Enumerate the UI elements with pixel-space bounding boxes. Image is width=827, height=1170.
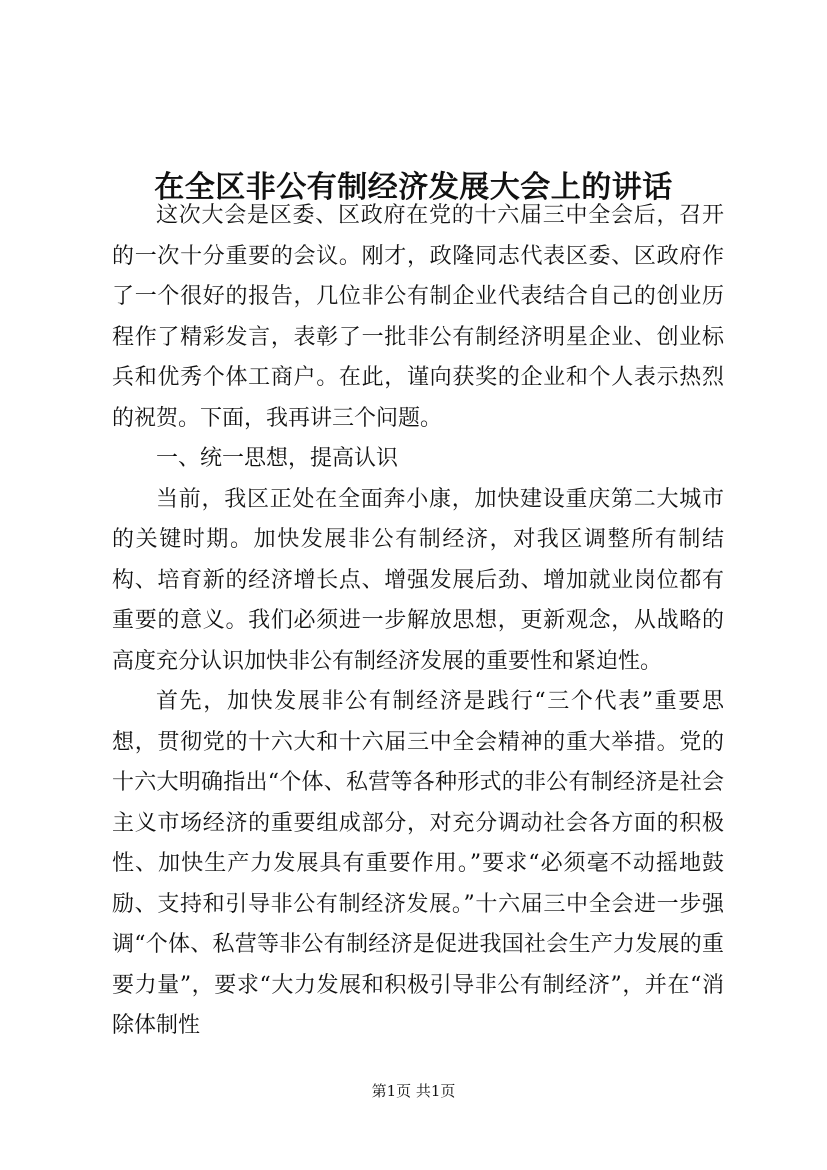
document-body (112, 196, 724, 1047)
page-footer (0, 1081, 827, 1101)
document-title: 在全区非公有制经济发展大会上的讲话 (154, 170, 673, 206)
paragraph-context: 当前，我区正处在全面奔小康，加快建设重庆第二大城市的关键时期。加快发展非公有制经济，对我区调整所有制结构、培育新的经济增长点、增强发展后劲、增加就业岗位都有重要的意义。我们必须进一步解放思想，更新观念，从战略的高度充分认识加快非公有制经济发展的重要性和紧迫性。 (112, 486, 724, 674)
paragraph-first-point: 首先，加快发展非公有制经济是践行“三个代表”重要思想，贯彻党的十六大和十六届三中全会精神的重大举措。党的十六大明确指出“个体、私营等各种形式的非公有制经济是社会主义市场经济的重要组成部分，对充分调动社会各方面的积极性、加快生产力发展具有重要作用。”要求“必须毫不动摇地鼓励、支持和引导非公有制经济发展。”十六届三中全会进一步强调“个体、私营等非公有制经济是促进我国社会生产力发展的重要力量”，要求“大力发展和积极引导非公有制经济”，并在“消除体制性 (112, 689, 724, 1038)
section-heading: 一、统一思想，提高认识 (156, 446, 399, 471)
page-number: 第1页 共1页 (371, 1082, 456, 1100)
paragraph-intro: 这次大会是区委、区政府在党的十六届三中全会后，召开的一次十分重要的会议。刚才，政隆同志代表区委、区政府作了一个很好的报告，几位非公有制企业代表结合自己的创业历程作了精彩发言，表彰了一批非公有制经济明星企业、创业标兵和优秀个体工商户。在此，谨向获奖的企业和个人表示热烈的祝贺。下面，我再讲三个问题。 (112, 203, 724, 431)
